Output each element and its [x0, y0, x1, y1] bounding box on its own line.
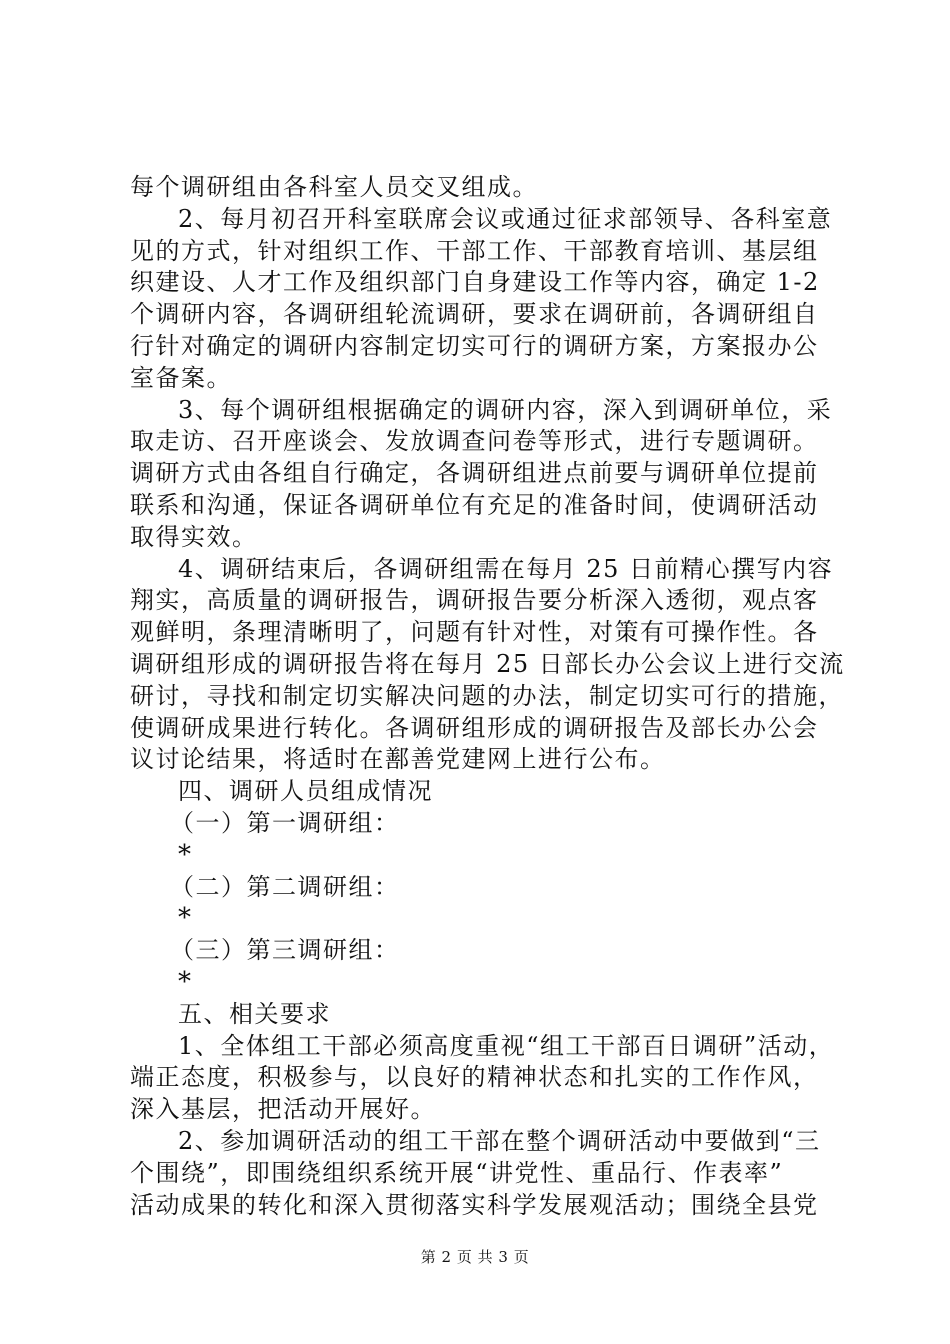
text-line: （二）第二调研组： [170, 872, 400, 901]
text-line: 使调研成果进行转化。各调研组形成的调研报告及部长办公会 [130, 713, 819, 742]
text-line: 行针对确定的调研内容制定切实可行的调研方案，方案报办公 [130, 331, 819, 360]
text-line: （一）第一调研组： [170, 808, 400, 837]
text-line: 翔实，高质量的调研报告，调研报告要分析深入透彻，观点客 [130, 586, 819, 615]
text-line: 五、相关要求 [178, 999, 331, 1028]
text-line: 室备案。 [130, 363, 232, 392]
text-line: * [178, 839, 193, 870]
text-line: 联系和沟通，保证各调研单位有充足的准备时间，使调研活动 [130, 490, 819, 519]
text-line: * [178, 903, 193, 934]
text-line: * [178, 966, 193, 997]
text-line: 取走访、召开座谈会、发放调查问卷等形式，进行专题调研。 [130, 427, 819, 456]
text-line: 1、全体组工干部必须高度重视“组工干部百日调研”活动， [178, 1031, 835, 1060]
text-line: 3、每个调研组根据确定的调研内容，深入到调研单位，采 [178, 395, 833, 424]
text-line: 每个调研组由各科室人员交叉组成。 [130, 173, 538, 201]
text-line: 研讨，寻找和制定切实解决问题的办法，制定切实可行的措施， [130, 681, 844, 710]
text-line: 见的方式，针对组织工作、干部工作、干部教育培训、基层组 [130, 236, 819, 265]
text-line: 活动成果的转化和深入贯彻落实科学发展观活动；围绕全县党 [130, 1190, 819, 1219]
text-line: 4、调研结束后，各调研组需在每月 25 日前精心撰写内容 [178, 554, 834, 583]
text-line: 议讨论结果，将适时在鄯善党建网上进行公布。 [130, 745, 666, 774]
text-line: 2、参加调研活动的组工干部在整个调研活动中要做到“三 [178, 1126, 821, 1155]
document-body [130, 172, 845, 1221]
text-line: （三）第三调研组： [170, 936, 400, 965]
text-line: 深入基层，把活动开展好。 [130, 1095, 436, 1124]
page-footer: 第 2 页 共 3 页 [420, 1248, 530, 1266]
text-line: 织建设、人才工作及组织部门自身建设工作等内容，确定 1-2 [130, 268, 820, 297]
text-line: 端正态度，积极参与，以良好的精神状态和扎实的工作作风， [130, 1063, 819, 1092]
text-line: 个围绕”，即围绕组织系统开展“讲党性、重品行、作表率” [130, 1158, 784, 1187]
text-line: 观鲜明，条理清晰明了，问题有针对性，对策有可操作性。各 [130, 618, 819, 647]
text-line: 调研组形成的调研报告将在每月 25 日部长办公会议上进行交流 [130, 649, 845, 678]
text-line: 取得实效。 [130, 522, 258, 551]
text-line: 调研方式由各组自行确定，各调研组进点前要与调研单位提前 [130, 459, 819, 488]
text-line: 2、每月初召开科室联席会议或通过征求部领导、各科室意 [178, 204, 833, 233]
text-line: 个调研内容，各调研组轮流调研，要求在调研前，各调研组自 [130, 300, 819, 329]
text-line: 四、调研人员组成情况 [178, 777, 433, 806]
